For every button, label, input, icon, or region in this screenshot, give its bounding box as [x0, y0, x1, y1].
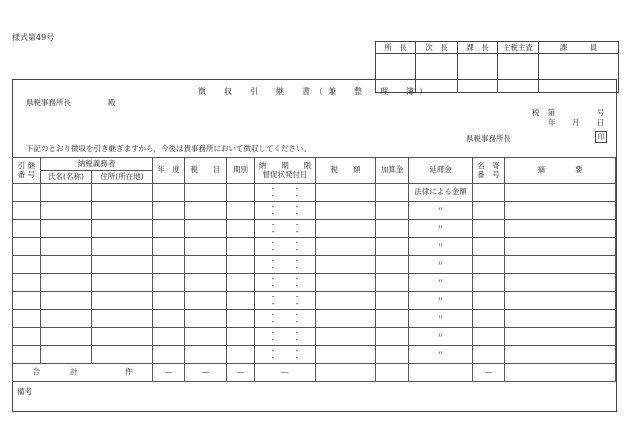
seal-icon: 印: [595, 131, 607, 143]
cell-input[interactable]: [473, 184, 505, 202]
addressee-office: 県税事務所長: [26, 98, 71, 107]
cell-input[interactable]: [13, 202, 41, 220]
cell-input[interactable]: [153, 238, 185, 256]
cell-input[interactable]: [505, 202, 616, 220]
total-tax-amount-cell[interactable]: [316, 364, 376, 382]
delinquency-cell[interactable]: 〃: [409, 220, 473, 238]
cell-input[interactable]: [316, 256, 376, 274]
cell-input[interactable]: [227, 184, 255, 202]
cell-input[interactable]: [227, 292, 255, 310]
cell-input[interactable]: [376, 256, 409, 274]
table-row: [13, 346, 616, 364]
total-row: [13, 364, 616, 382]
cell-input[interactable]: [92, 238, 153, 256]
cell-input[interactable]: [227, 256, 255, 274]
cell-input[interactable]: [92, 220, 153, 238]
cell-input[interactable]: [185, 256, 227, 274]
cell-input[interactable]: [376, 220, 409, 238]
cell-input[interactable]: [473, 202, 505, 220]
cell-input[interactable]: [13, 292, 41, 310]
instruction-text: 下記のとおり徴収を引き継ぎますから，今後は貴事務所において徴収してください。: [26, 144, 311, 153]
column-header-name: 氏名(名称): [41, 171, 92, 184]
total-label-cell: 合 計 件: [13, 364, 153, 382]
cell-input[interactable]: [227, 202, 255, 220]
cell-input[interactable]: [41, 256, 92, 274]
approval-header-staff: 課 員: [539, 42, 619, 54]
cell-input[interactable]: [227, 328, 255, 346]
cell-input[interactable]: [185, 184, 227, 202]
cell-input[interactable]: [13, 310, 41, 328]
cell-input[interactable]: [185, 346, 227, 364]
table-row: [13, 310, 616, 328]
cell-input[interactable]: [473, 328, 505, 346]
cell-input[interactable]: [41, 220, 92, 238]
delinquency-cell[interactable]: 〃: [409, 256, 473, 274]
cell-input[interactable]: [13, 346, 41, 364]
cell-input[interactable]: [376, 328, 409, 346]
column-header-taxpayer: 納税義務者: [41, 158, 153, 171]
delinquency-cell[interactable]: 〃: [409, 310, 473, 328]
date-day-label: 日: [597, 118, 605, 127]
column-header-penalty: 加算金: [376, 158, 409, 184]
addressee-honorific: 殿: [108, 98, 116, 107]
cell-input[interactable]: [316, 346, 376, 364]
approval-header-section-chief: 課 長: [458, 42, 498, 54]
column-header-tax-amount: 税 額: [316, 158, 376, 184]
cell-input[interactable]: [505, 256, 616, 274]
approval-header-deputy: 次 長: [416, 42, 458, 54]
cell-input[interactable]: [153, 256, 185, 274]
due-date-cell[interactable]: ・ ・ ・ ・: [255, 328, 316, 346]
cell-input[interactable]: [92, 328, 153, 346]
reference-number-suffix: 号: [597, 108, 605, 117]
due-date-cell[interactable]: ・ ・ ・ ・: [255, 184, 316, 202]
cell-input[interactable]: [316, 184, 376, 202]
due-date-cell[interactable]: ・ ・ ・ ・: [255, 292, 316, 310]
total-dash: —: [227, 364, 255, 382]
cell-input[interactable]: [473, 220, 505, 238]
cell-input[interactable]: [41, 274, 92, 292]
cell-input[interactable]: [316, 238, 376, 256]
cell-input[interactable]: [227, 310, 255, 328]
cell-input[interactable]: [41, 346, 92, 364]
delinquency-cell[interactable]: 〃: [409, 292, 473, 310]
form-number: 様式第49号: [12, 33, 55, 42]
due-date-cell[interactable]: ・ ・ ・ ・: [255, 202, 316, 220]
cell-input[interactable]: [41, 202, 92, 220]
approval-header-chief-tax-officer: 主税主査: [498, 42, 539, 54]
table-row: [13, 184, 616, 202]
cell-input[interactable]: [376, 310, 409, 328]
delinquency-cell[interactable]: 〃: [409, 202, 473, 220]
table-row: [13, 274, 616, 292]
cell-input[interactable]: [473, 346, 505, 364]
cell-input[interactable]: [41, 184, 92, 202]
cell-input[interactable]: [153, 274, 185, 292]
table-row: [13, 202, 616, 220]
cell-input[interactable]: [185, 238, 227, 256]
cell-input[interactable]: [473, 256, 505, 274]
table-row: [13, 292, 616, 310]
document-title: 徴 収 引 継 書（兼 整 理 簿）: [198, 87, 432, 96]
cell-input[interactable]: [185, 274, 227, 292]
cell-input[interactable]: [505, 292, 616, 310]
date-month-label: 月: [572, 118, 580, 127]
cell-input[interactable]: [185, 328, 227, 346]
cell-input[interactable]: [92, 292, 153, 310]
date-year-label: 年: [548, 118, 556, 127]
cell-input[interactable]: [316, 292, 376, 310]
cell-input[interactable]: [316, 202, 376, 220]
cell-input[interactable]: [505, 220, 616, 238]
total-dash: —: [255, 364, 316, 382]
approval-header-director: 所 長: [376, 42, 416, 54]
due-date-cell[interactable]: ・ ・ ・ ・: [255, 256, 316, 274]
remarks-label: 備考: [17, 387, 32, 396]
cell-input[interactable]: [41, 310, 92, 328]
delinquency-cell[interactable]: 〃: [409, 328, 473, 346]
cell-input[interactable]: [473, 274, 505, 292]
cell-input[interactable]: [376, 202, 409, 220]
due-date-cell[interactable]: ・ ・ ・ ・: [255, 310, 316, 328]
cell-input[interactable]: [41, 292, 92, 310]
cell-input[interactable]: [376, 238, 409, 256]
cell-input[interactable]: [13, 238, 41, 256]
cell-input[interactable]: [41, 328, 92, 346]
cell-input[interactable]: [505, 310, 616, 328]
cell-input[interactable]: [153, 328, 185, 346]
due-date-cell[interactable]: ・ ・ ・ ・: [255, 274, 316, 292]
cell-input[interactable]: [92, 346, 153, 364]
cell-input[interactable]: [92, 256, 153, 274]
sender-office: 県税事務所長: [466, 134, 511, 143]
cell-input[interactable]: [92, 202, 153, 220]
cell-input[interactable]: [92, 184, 153, 202]
total-dash: —: [185, 364, 227, 382]
cell-input[interactable]: [376, 274, 409, 292]
cell-input[interactable]: [13, 274, 41, 292]
column-header-address: 住所(所在地): [92, 171, 153, 184]
cell-input[interactable]: [185, 220, 227, 238]
cell-input[interactable]: [227, 274, 255, 292]
cell-input[interactable]: [505, 346, 616, 364]
cell-input[interactable]: [153, 292, 185, 310]
cell-input[interactable]: [41, 238, 92, 256]
reference-number-label: 税第: [532, 108, 563, 117]
cell-input[interactable]: [316, 328, 376, 346]
column-header-transfer-no: 引 継 番 号: [13, 158, 41, 184]
table-row: [13, 238, 616, 256]
delinquency-cell[interactable]: 〃: [409, 346, 473, 364]
table-row: [13, 220, 616, 238]
due-date-cell[interactable]: ・ ・ ・ ・: [255, 346, 316, 364]
cell-input[interactable]: [505, 184, 616, 202]
cell-input[interactable]: [376, 184, 409, 202]
total-penalty-cell[interactable]: [376, 364, 409, 382]
column-header-due-date: 納 期 限 督促状発付日: [255, 158, 316, 184]
column-header-tax-item: 税 目: [185, 158, 227, 184]
due-date-cell[interactable]: ・ ・ ・ ・: [255, 238, 316, 256]
cell-input[interactable]: [316, 220, 376, 238]
cell-input[interactable]: [185, 292, 227, 310]
total-delinquency-cell[interactable]: [409, 364, 473, 382]
cell-input[interactable]: [153, 220, 185, 238]
cell-input[interactable]: [316, 310, 376, 328]
cell-input[interactable]: [13, 256, 41, 274]
delinquency-cell[interactable]: 法律による金額: [409, 184, 473, 202]
total-dash: —: [473, 364, 505, 382]
cell-input[interactable]: [473, 292, 505, 310]
cell-input[interactable]: [13, 220, 41, 238]
cell-input[interactable]: [316, 274, 376, 292]
cell-input[interactable]: [92, 274, 153, 292]
delinquency-cell[interactable]: 〃: [409, 238, 473, 256]
total-summary-cell[interactable]: [505, 364, 616, 382]
cell-input[interactable]: [153, 310, 185, 328]
cell-input[interactable]: [185, 202, 227, 220]
cell-input[interactable]: [13, 328, 41, 346]
cell-input[interactable]: [376, 346, 409, 364]
column-header-period: 期別: [227, 158, 255, 184]
cell-input[interactable]: [153, 202, 185, 220]
column-header-delinquency: 延滞金: [409, 158, 473, 184]
total-dash: —: [153, 364, 185, 382]
cell-input[interactable]: [92, 310, 153, 328]
cell-input[interactable]: [227, 346, 255, 364]
transfer-ledger-table: [12, 157, 616, 382]
column-header-fiscal-year: 年 度: [153, 158, 185, 184]
column-header-name-reg-no: 名 寄 番 号: [473, 158, 505, 184]
cell-input[interactable]: [473, 238, 505, 256]
cell-input[interactable]: [227, 220, 255, 238]
due-date-cell[interactable]: ・ ・ ・ ・: [255, 220, 316, 238]
column-header-summary: 摘 要: [505, 158, 616, 184]
cell-input[interactable]: [473, 310, 505, 328]
cell-input[interactable]: [376, 292, 409, 310]
cell-input[interactable]: [153, 184, 185, 202]
cell-input[interactable]: [153, 346, 185, 364]
table-row: [13, 328, 616, 346]
cell-input[interactable]: [227, 238, 255, 256]
cell-input[interactable]: [505, 238, 616, 256]
delinquency-cell[interactable]: 〃: [409, 274, 473, 292]
cell-input[interactable]: [505, 328, 616, 346]
table-row: [13, 256, 616, 274]
cell-input[interactable]: [13, 184, 41, 202]
cell-input[interactable]: [185, 310, 227, 328]
cell-input[interactable]: [505, 274, 616, 292]
